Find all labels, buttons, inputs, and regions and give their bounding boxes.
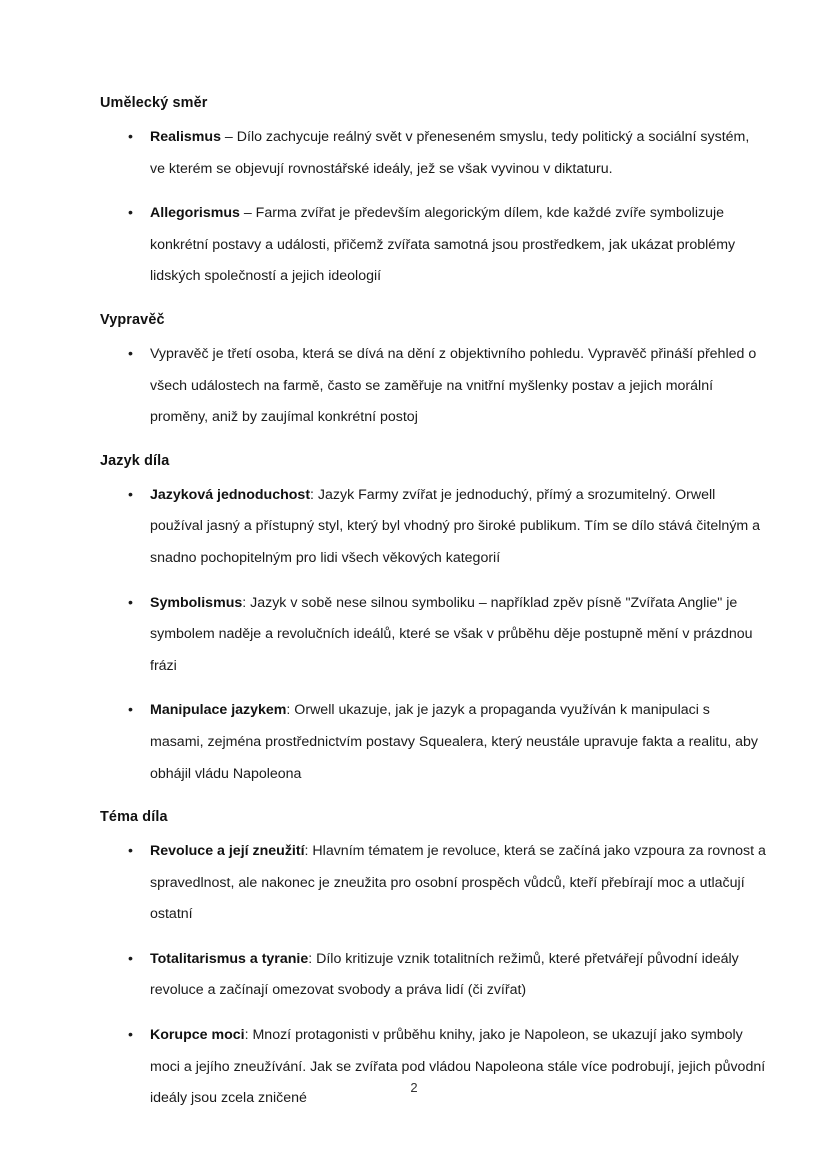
list-item-lead: Symbolismus <box>150 594 243 611</box>
section-heading: Jazyk díla <box>100 452 170 469</box>
list-item-lead: Revoluce a její zneužití <box>150 843 305 860</box>
list-item-lead: Allegorismus <box>150 205 240 222</box>
list-item-lead: Jazyková jednoduchost <box>150 486 311 503</box>
bullet-marker-icon: • <box>128 205 133 222</box>
list-item <box>100 198 766 293</box>
list-item-text: : Jazyk v sobě nese silnou symboliku – například zpěv písně "Zvířata Anglie" je symbolem naděje a revolučních ideálů, které se však v průběhu děje postupně mění v prázdnou frázi <box>150 594 753 674</box>
bullet-marker-icon: • <box>128 843 133 860</box>
list-item-text: – Farma zvířat je především alegorickým dílem, kde každé zvíře symbolizuje konkrétní postavy a události, přičemž zvířata samotná jsou prostředkem, jak ukázat problémy lidských společností a jejich ideologií <box>150 205 736 285</box>
document-section <box>100 310 766 434</box>
list-item <box>100 836 766 931</box>
bullet-marker-icon: • <box>128 345 133 362</box>
list-item-lead: Totalitarismus a tyranie <box>150 950 309 967</box>
list-item-lead: Realismus <box>150 129 221 145</box>
document-section <box>100 93 766 293</box>
bullet-marker-icon: • <box>128 594 133 611</box>
list-item-text: : Orwell ukazuje, jak je jazyk a propaganda využíván k manipulaci s masami, zejména prostřednictvím postavy Squealera, který neustále upravuje fakta a realitu, aby obhájil vládu Napoleona <box>150 702 758 782</box>
bullet-marker-icon: • <box>128 702 133 719</box>
bullet-marker-icon: • <box>128 129 133 145</box>
bullet-list <box>100 836 766 1115</box>
list-item-text: : Hlavním tématem je revoluce, která se začíná jako vzpoura za rovnost a spravedlnost, ale nakonec je zneužita pro osobní prospěch vůdců, kteří přebírají moc a utlačují ostatní <box>150 843 766 923</box>
list-item <box>100 695 766 790</box>
list-item <box>100 944 766 1007</box>
section-heading: Vypravěč <box>100 311 165 328</box>
document-section <box>100 451 766 790</box>
list-item-lead: Manipulace jazykem <box>150 702 287 719</box>
list-item <box>100 480 766 575</box>
list-item-text: : Mnozí protagonisti v průběhu knihy, jako je Napoleon, se ukazují jako symboly moci a jejího zneužívání. Jak se zvířata pod vládou Napoleona stále více podrobují, jejich původní ideály jsou zcela zničené <box>150 1027 766 1107</box>
document-section <box>100 807 766 1115</box>
bullet-list <box>100 122 766 293</box>
document-body <box>100 93 766 1115</box>
list-item-text: : Dílo kritizuje vznik totalitních režimů, které přetvářejí původní ideály revoluce a začínají omezovat svobody a práva lidí (či zvířat) <box>150 950 739 999</box>
page-number: 2 <box>410 1080 418 1095</box>
list-item <box>100 122 766 185</box>
bullet-list <box>100 480 766 790</box>
list-item-text: Vypravěč je třetí osoba, která se dívá na dění z objektivního pohledu. Vypravěč přináší přehled o všech událostech na farmě, často se zaměřuje na vnitřní myšlenky postav a jejich morální proměny, aniž by zaujímal konkrétní postoj <box>150 345 757 426</box>
list-item <box>100 588 766 683</box>
bullet-marker-icon: • <box>128 1027 133 1044</box>
bullet-marker-icon: • <box>128 486 133 503</box>
list-item-text: : Jazyk Farmy zvířat je jednoduchý, přímý a srozumitelný. Orwell používal jasný a přístupný styl, který byl vhodný pro široké publikum. Tím se dílo stává čitelným a snadno pochopitelným pro lidi všech věkových kategorií <box>150 486 761 566</box>
bullet-list <box>100 339 766 434</box>
list-item-text: – Dílo zachycuje reálný svět v přeneseném smyslu, tedy politický a sociální systém, ve kterém se objevují rovnostářské ideály, jež se však vyvinou v diktaturu. <box>150 129 750 177</box>
bullet-marker-icon: • <box>128 950 133 967</box>
list-item <box>100 339 766 434</box>
list-item <box>100 1020 766 1115</box>
section-heading: Téma díla <box>100 809 168 826</box>
section-heading: Umělecký směr <box>100 95 208 111</box>
list-item-lead: Korupce moci <box>150 1027 245 1044</box>
